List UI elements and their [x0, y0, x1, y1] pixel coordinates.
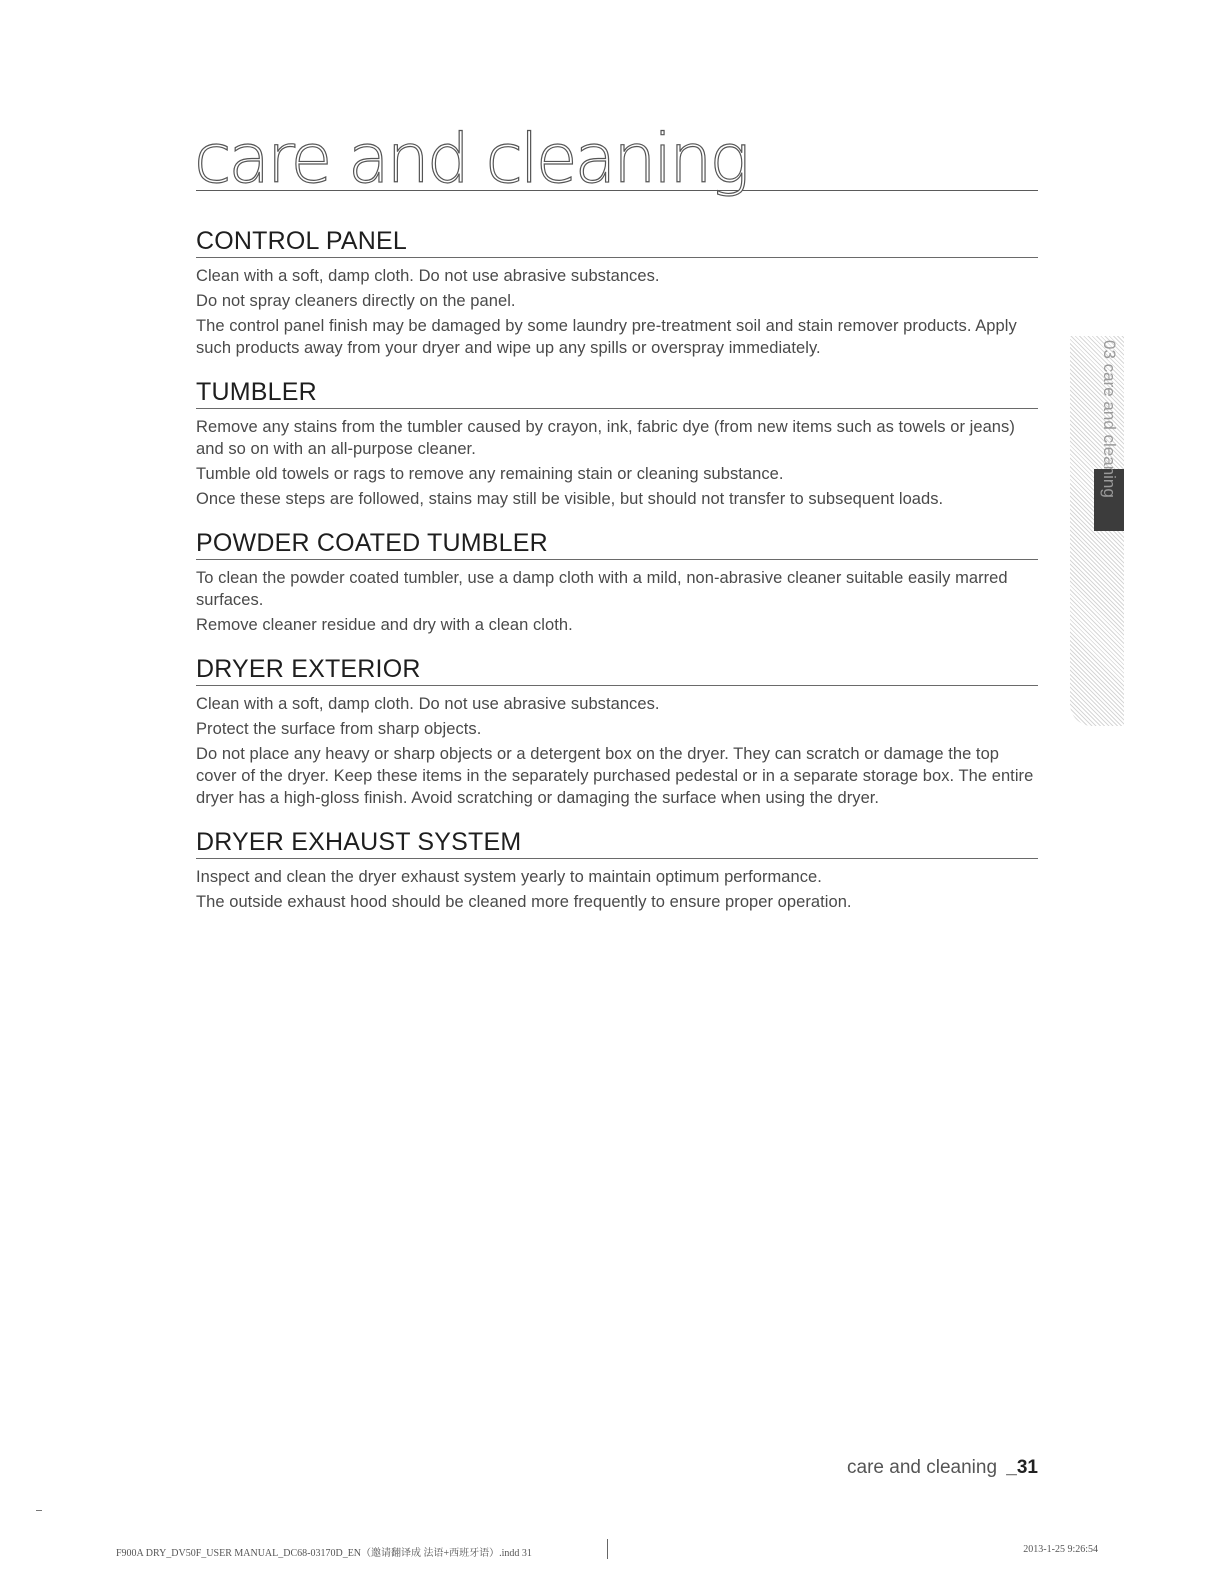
footer-page-label: [847, 1457, 1038, 1479]
paragraph: Protect the surface from sharp objects.: [196, 720, 482, 738]
crop-mark: [607, 1539, 608, 1559]
paragraph: Once these steps are followed, stains may still be visible, but should not transfer to subsequent loads.: [196, 490, 944, 508]
section-heading: TUMBLER: [196, 377, 1038, 409]
section-heading: CONTROL PANEL: [196, 226, 1038, 258]
paragraph: Remove any stains from the tumbler caused by crayon, ink, fabric dye (from new items such as towels or jeans) and so on with an all-purpose cleaner.: [196, 418, 1015, 458]
footer-section-label: care and cleaning: [847, 1457, 998, 1478]
section-powder-coated-tumbler: [196, 528, 1038, 636]
paragraph: Clean with a soft, damp cloth. Do not use abrasive substances.: [196, 695, 660, 713]
paragraph: Clean with a soft, damp cloth. Do not use abrasive substances.: [196, 267, 660, 285]
paragraph: Do not place any heavy or sharp objects or a detergent box on the dryer. They can scratch or damage the top cover of the dryer. Keep these items in the separately purchased pedestal or in a separate storage box. The entire dryer has a high-gloss finish. Avoid scratching or damaging the surface when using the dryer.: [196, 745, 1034, 807]
section-control-panel: [196, 226, 1038, 359]
section-dryer-exterior: [196, 654, 1038, 809]
paragraph: Tumble old towels or rags to remove any remaining stain or cleaning substance.: [196, 465, 784, 483]
page-title: care and cleaning: [194, 120, 748, 199]
paragraph: Inspect and clean the dryer exhaust system yearly to maintain optimum performance.: [196, 868, 822, 886]
paragraph: The control panel finish may be damaged by some laundry pre-treatment soil and stain remover products. Apply such products away from your dryer and wipe up any spills or overspray immediately.: [196, 317, 1017, 357]
main-content: [196, 226, 1038, 931]
paragraph: To clean the powder coated tumbler, use a damp cloth with a mild, non-abrasive cleaner suitable easily marred surfaces.: [196, 569, 1008, 609]
title-rule: [194, 120, 1038, 199]
paragraph: Remove cleaner residue and dry with a clean cloth.: [196, 616, 573, 634]
section-heading: POWDER COATED TUMBLER: [196, 528, 1038, 560]
section-dryer-exhaust-system: [196, 827, 1038, 913]
section-heading: DRYER EXHAUST SYSTEM: [196, 827, 1038, 859]
chapter-side-tab: [1070, 336, 1124, 726]
paragraph: Do not spray cleaners directly on the panel.: [196, 292, 516, 310]
page-number: _31: [1006, 1457, 1038, 1478]
print-timestamp: 2013-1-25 9:26:54: [1023, 1544, 1098, 1555]
print-slug: F900A DRY_DV50F_USER MANUAL_DC68-03170D_EN（邀请翻译成 法语+西班牙语）.indd 31: [116, 1548, 532, 1559]
chapter-tab-label: 03 care and cleaning: [1100, 340, 1119, 498]
margin-mark: [36, 1510, 42, 1511]
paragraph: The outside exhaust hood should be cleaned more frequently to ensure proper operation.: [196, 893, 852, 911]
section-heading: DRYER EXTERIOR: [196, 654, 1038, 686]
section-tumbler: [196, 377, 1038, 510]
